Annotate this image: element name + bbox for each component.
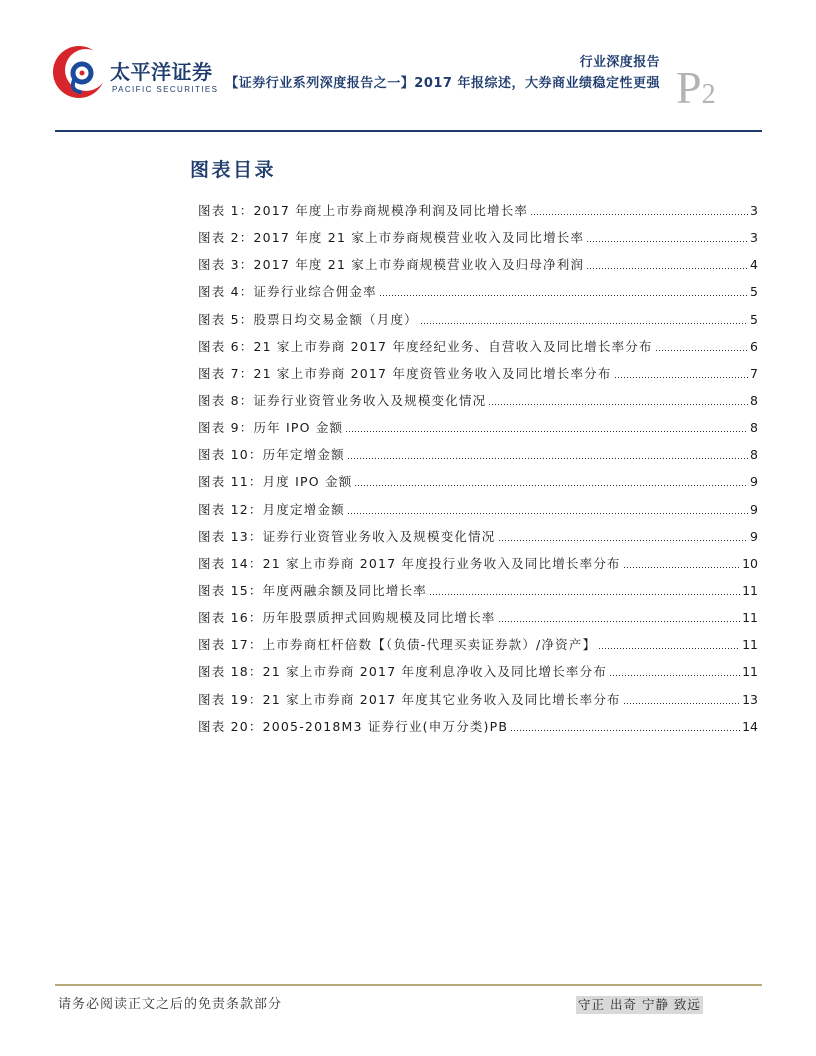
- dot-leader: [615, 377, 748, 378]
- dot-leader: [656, 350, 748, 351]
- dot-leader: [624, 567, 740, 568]
- toc-entry-title: 年度两融余额及同比增长率: [262, 582, 427, 598]
- dot-leader: [430, 594, 740, 595]
- toc-entry-page-number: 13: [742, 691, 758, 707]
- footer-divider: [55, 984, 762, 986]
- toc-entry-title: 21 家上市券商 2017 年度利息净收入及同比增长率分布: [262, 664, 608, 680]
- toc-entry-title: 月度定增金额: [262, 501, 345, 517]
- toc-entry-page-number: 7: [750, 365, 758, 381]
- toc-entry-label: 图表 20：: [198, 718, 263, 734]
- dot-leader: [587, 241, 748, 242]
- toc-entry-label: 图表 9：: [198, 420, 254, 436]
- toc-entry-title: 历年定增金额: [262, 447, 345, 463]
- toc-entry-page-number: 3: [750, 203, 758, 218]
- toc-entry[interactable]: [198, 631, 758, 658]
- page-number: 2: [701, 79, 716, 110]
- toc-entry-title: 证券行业资管业务收入及规模变化情况: [253, 392, 487, 408]
- toc-entry-label: 图表 4：: [198, 284, 254, 300]
- dot-leader: [346, 431, 748, 432]
- toc-entry-page-number: 5: [750, 311, 758, 327]
- toc-entry-title: 证券行业资管业务收入及规模变化情况: [262, 528, 496, 544]
- dot-leader: [355, 485, 748, 486]
- dot-leader: [380, 295, 748, 296]
- toc-entry-label: 图表 5：: [198, 311, 254, 327]
- toc-entry-label: 图表 6：: [198, 338, 254, 354]
- toc-entry[interactable]: [198, 577, 758, 604]
- toc-entry-page-number: 9: [750, 474, 758, 490]
- dot-leader: [587, 268, 748, 269]
- toc-entry-page-number: 8: [750, 420, 758, 436]
- toc-entry-label: 图表 8：: [198, 392, 254, 408]
- toc-entry-title: 证券行业综合佣金率: [253, 284, 377, 300]
- dot-leader: [499, 540, 749, 541]
- toc-entry-label: 图表 12：: [198, 501, 263, 517]
- dot-leader: [599, 648, 740, 649]
- toc-entry-page-number: 11: [742, 637, 758, 653]
- toc-entry-label: 图表 2：: [198, 230, 254, 246]
- toc-entry[interactable]: [198, 278, 758, 305]
- toc-entry-page-number: 9: [750, 528, 758, 544]
- toc-entry-title: 上市券商杠杆倍数【（负债-代理买卖证券款）/净资产】: [262, 637, 597, 653]
- header-divider: [55, 130, 762, 132]
- toc-entry-page-number: 8: [750, 392, 758, 408]
- dot-leader: [489, 404, 748, 405]
- toc-entry[interactable]: [198, 251, 758, 278]
- toc-entry-page-number: 4: [750, 257, 758, 273]
- toc-entry-page-number: 6: [750, 338, 758, 354]
- toc-entry-title: 历年 IPO 金额: [253, 420, 344, 436]
- toc-entry-title: 历年股票质押式回购规模及同比增长率: [262, 610, 496, 626]
- toc-entry-page-number: 14: [742, 718, 758, 734]
- toc-entry-label: 图表 14：: [198, 555, 263, 571]
- toc-entry-label: 图表 1：: [198, 203, 254, 218]
- toc-entry[interactable]: [198, 550, 758, 577]
- toc-entry-title: 21 家上市券商 2017 年度其它业务收入及同比增长率分布: [262, 691, 621, 707]
- toc-entry-page-number: 3: [750, 230, 758, 246]
- page-label: [676, 62, 716, 121]
- toc-entry[interactable]: [198, 686, 758, 713]
- toc-entry-page-number: 8: [750, 447, 758, 463]
- toc-entry[interactable]: [198, 197, 758, 224]
- logo-name-en: PACIFIC SECURITIES: [112, 85, 219, 94]
- logo-name-cn: 太平洋证券: [110, 60, 213, 84]
- toc-entry[interactable]: [198, 496, 758, 523]
- page-label-letter: P: [676, 62, 702, 113]
- toc-entry[interactable]: [198, 604, 758, 631]
- toc-entry-title: 股票日均交易金额（月度）: [253, 311, 418, 327]
- toc-entry[interactable]: [198, 306, 758, 333]
- toc-entry-title: 21 家上市券商 2017 年度经纪业务、自营收入及同比增长率分布: [253, 338, 653, 354]
- toc-entry-label: 图表 3：: [198, 257, 254, 273]
- toc-entry-title: 2017 年度上市券商规模净利润及同比增长率: [253, 203, 529, 218]
- dot-leader: [531, 214, 748, 215]
- toc-entry-page-number: 11: [742, 610, 758, 626]
- toc-entry-label: 图表 13：: [198, 528, 263, 544]
- pacific-securities-logo-icon: [50, 40, 110, 102]
- dot-leader: [348, 458, 748, 459]
- dot-leader: [421, 323, 748, 324]
- toc-entry[interactable]: [198, 333, 758, 360]
- toc-entry-page-number: 9: [750, 501, 758, 517]
- toc-entry-title: 21 家上市券商 2017 年度资管业务收入及同比增长率分布: [253, 365, 612, 381]
- toc-entry[interactable]: [198, 224, 758, 251]
- toc-entry[interactable]: [198, 468, 758, 495]
- toc-entry-page-number: 5: [750, 284, 758, 300]
- toc-entry[interactable]: [198, 360, 758, 387]
- dot-leader: [499, 621, 741, 622]
- toc-entry-title: 2005-2018M3 证券行业(申万分类)PB: [262, 718, 509, 734]
- toc-entry-label: 图表 17：: [198, 637, 263, 653]
- dot-leader: [624, 703, 740, 704]
- toc-entry-title: 21 家上市券商 2017 年度投行业务收入及同比增长率分布: [262, 555, 621, 571]
- toc-entry-label: 图表 7：: [198, 365, 254, 381]
- toc-entry-title: 月度 IPO 金额: [262, 474, 353, 490]
- toc-heading: 图表目录: [190, 159, 277, 181]
- footer-disclaimer: 请务必阅读正文之后的免责条款部分: [58, 997, 283, 1012]
- toc-entry-label: 图表 11：: [198, 474, 263, 490]
- toc-entry-label: 图表 18：: [198, 664, 263, 680]
- toc-entry[interactable]: [198, 713, 758, 740]
- toc-entry-label: 图表 15：: [198, 582, 263, 598]
- report-title: 【证券行业系列深度报告之一】2017 年报综述，大券商业绩稳定性更强: [225, 76, 660, 91]
- footer-motto: 守正 出奇 宁静 致远: [578, 997, 701, 1012]
- toc-entry[interactable]: [198, 441, 758, 468]
- toc-entry-label: 图表 19：: [198, 691, 263, 707]
- toc-entry-page-number: 11: [742, 664, 758, 680]
- dot-leader: [348, 513, 748, 514]
- toc-entry-page-number: 10: [742, 555, 758, 571]
- dot-leader: [610, 675, 740, 676]
- toc-entry[interactable]: [198, 523, 758, 550]
- toc-entry-title: 2017 年度 21 家上市券商规模营业收入及同比增长率: [253, 230, 585, 246]
- toc-list: [198, 197, 758, 740]
- report-type: 行业深度报告: [579, 55, 660, 70]
- toc-entry-title: 2017 年度 21 家上市券商规模营业收入及归母净利润: [253, 257, 585, 273]
- toc-entry[interactable]: [198, 414, 758, 441]
- toc-entry-label: 图表 16：: [198, 610, 263, 626]
- toc-entry-label: 图表 10：: [198, 447, 263, 463]
- toc-entry-page-number: 11: [742, 582, 758, 598]
- toc-entry[interactable]: [198, 658, 758, 685]
- dot-leader: [511, 730, 740, 731]
- toc-entry[interactable]: [198, 387, 758, 414]
